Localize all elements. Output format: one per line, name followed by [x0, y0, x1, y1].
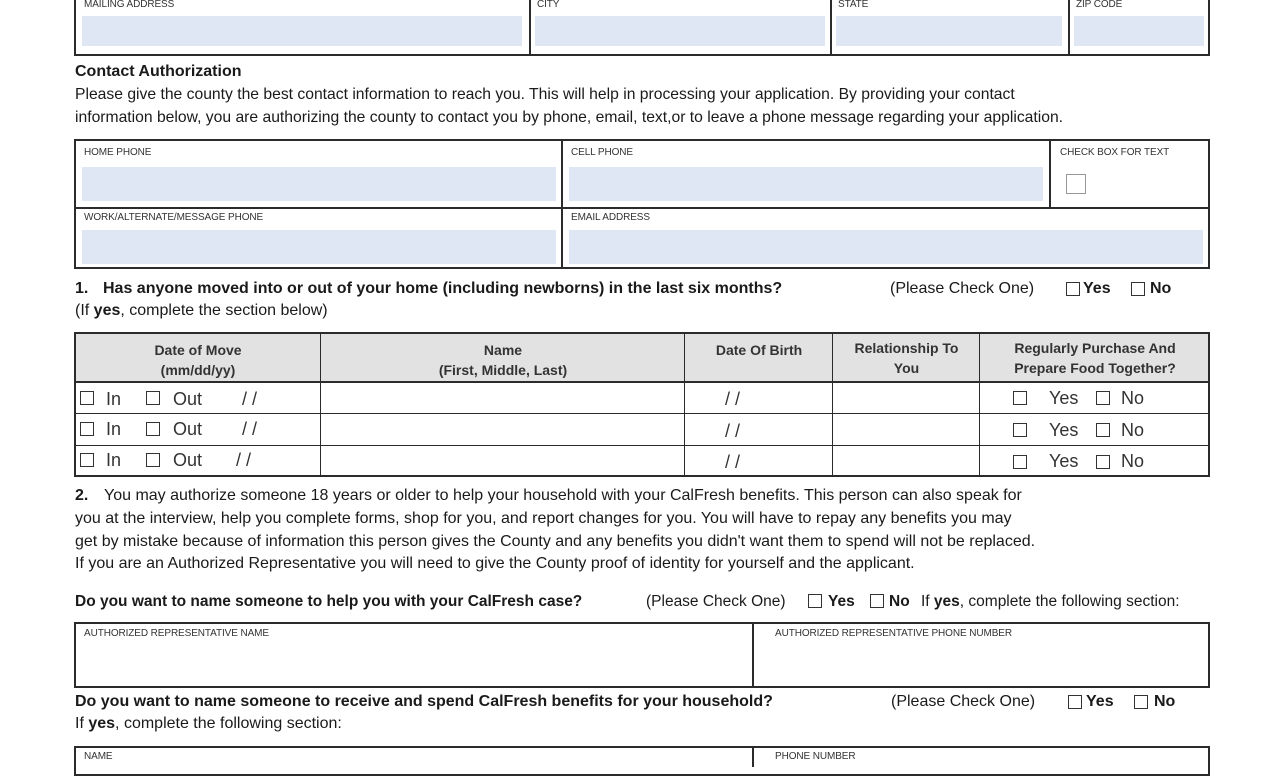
question2-line4: If you are an Authorized Representative you will need to give the County proof of identity for yourself and the applicant.	[75, 555, 915, 572]
header-name: Name (First, Middle, Last)	[438, 342, 568, 378]
help-question: Do you want to name someone to help you with your CalFresh case?	[75, 593, 583, 610]
row1-in-checkbox[interactable]	[80, 391, 94, 405]
zip-field[interactable]	[1074, 16, 1204, 46]
email-label: EMAIL ADDRESS	[571, 212, 650, 223]
table-col-divider	[320, 333, 321, 476]
help-no-checkbox[interactable]	[870, 594, 884, 608]
divider	[752, 623, 754, 687]
ar-phone-label: AUTHORIZED REPRESENTATIVE PHONE NUMBER	[775, 628, 1012, 639]
state-label: STATE	[838, 0, 869, 10]
contact-authorization-line2: information below, you are authorizing the county to contact you by phone, email, text,or to leave a phone message regarding your application.	[75, 109, 1064, 126]
table-row-divider	[75, 413, 1209, 414]
spend-box	[74, 746, 1210, 776]
question1-yes-label: Yes	[1083, 280, 1111, 297]
contact-authorization-line1: Please give the county the best contact information to reach you. This will help in processing your application. By providing your contact	[75, 86, 1015, 103]
row3-dob-slashes: / /	[725, 452, 741, 472]
zip-label: ZIP CODE	[1076, 0, 1123, 10]
spend-name-label: NAME	[84, 751, 113, 762]
question2-number: 2.	[75, 487, 89, 504]
row3-out-label: Out	[173, 450, 203, 470]
email-field[interactable]	[569, 230, 1203, 264]
question1-number: 1.	[75, 280, 89, 297]
header-dob: Date Of Birth	[715, 342, 803, 358]
city-label: CITY	[537, 0, 560, 10]
question1-no-checkbox[interactable]	[1131, 282, 1145, 296]
help-check-one: (Please Check One)	[646, 593, 786, 610]
row2-yes-checkbox[interactable]	[1013, 423, 1027, 437]
spend-yes-label: Yes	[1086, 693, 1114, 710]
row1-yes-checkbox[interactable]	[1013, 391, 1027, 405]
spend-no-checkbox[interactable]	[1134, 695, 1148, 709]
question1-no-label: No	[1150, 280, 1172, 297]
work-phone-field[interactable]	[82, 230, 556, 264]
spend-no-label: No	[1154, 693, 1176, 710]
row3-date-slashes: / /	[236, 450, 252, 470]
row3-in-label: In	[106, 450, 122, 470]
row2-dob-slashes: / /	[725, 421, 741, 441]
mailing-address-field[interactable]	[82, 16, 522, 46]
cell-phone-field[interactable]	[569, 167, 1043, 201]
header-purchase: Regularly Purchase And Prepare Food Together?	[1014, 340, 1176, 376]
home-phone-field[interactable]	[82, 167, 556, 201]
work-phone-label: WORK/ALTERNATE/MESSAGE PHONE	[84, 212, 264, 223]
row2-no-checkbox[interactable]	[1096, 423, 1110, 437]
row1-dob-slashes: / /	[725, 389, 741, 409]
spend-if-yes: If yes, complete the following section:	[75, 715, 342, 732]
header-relationship: Relationship To You	[854, 340, 959, 376]
ar-name-field[interactable]	[82, 646, 746, 682]
table-col-divider	[684, 333, 685, 476]
row2-in-checkbox[interactable]	[80, 422, 94, 436]
question1-yes-checkbox[interactable]	[1066, 282, 1080, 296]
question2-line2: you at the interview, help you complete forms, shop for you, and report changes for you. You will have to repay any benefits you may	[75, 510, 1012, 527]
row2-no-label: No	[1121, 420, 1145, 440]
table-col-divider	[832, 333, 833, 476]
question2-line3: get by mistake because of information this person gives the County and any benefits you didn't want them to spend will not be replaced.	[75, 533, 1036, 550]
row1-yes-label: Yes	[1049, 388, 1079, 408]
ar-phone-field[interactable]	[760, 646, 1204, 682]
table-col-divider	[979, 333, 980, 476]
check-text-label: CHECK BOX FOR TEXT	[1060, 147, 1170, 158]
cell-phone-label: CELL PHONE	[571, 147, 633, 158]
ar-name-label: AUTHORIZED REPRESENTATIVE NAME	[84, 628, 269, 639]
divider	[561, 140, 563, 268]
spend-yes-checkbox[interactable]	[1068, 695, 1082, 709]
row2-in-label: In	[106, 419, 122, 439]
question2-line1: You may authorize someone 18 years or older to help your household with your CalFresh benefits. This person can also speak for	[104, 487, 1022, 504]
table-header-divider	[75, 381, 1209, 383]
row3-yes-checkbox[interactable]	[1013, 455, 1027, 469]
question1-text: Has anyone moved into or out of your home (including newborns) in the last six months?	[103, 280, 783, 297]
divider	[529, 0, 531, 54]
table-row-divider	[75, 445, 1209, 446]
help-no-label: No	[889, 593, 910, 610]
spend-check-one: (Please Check One)	[891, 693, 1036, 710]
row2-out-checkbox[interactable]	[146, 422, 160, 436]
divider	[752, 747, 754, 767]
row3-in-checkbox[interactable]	[80, 453, 94, 467]
row1-date-slashes: / /	[242, 389, 258, 409]
contact-authorization-heading: Contact Authorization	[75, 63, 242, 80]
row3-yes-label: Yes	[1049, 451, 1079, 471]
mailing-address-label: MAILING ADDRESS	[84, 0, 175, 10]
row2-out-label: Out	[173, 419, 203, 439]
row2-date-slashes: / /	[242, 419, 258, 439]
row1-out-checkbox[interactable]	[146, 391, 160, 405]
divider	[1049, 140, 1051, 208]
spend-question: Do you want to name someone to receive and spend CalFresh benefits for your household?	[75, 693, 773, 710]
question1-if-yes: (If yes, complete the section below)	[75, 302, 328, 319]
home-phone-label: HOME PHONE	[84, 147, 152, 158]
help-yes-checkbox[interactable]	[808, 594, 822, 608]
row1-out-label: Out	[173, 389, 203, 409]
header-date-of-move: Date of Move (mm/dd/yy)	[154, 342, 242, 378]
row2-yes-label: Yes	[1049, 420, 1079, 440]
city-field[interactable]	[535, 16, 825, 46]
divider	[75, 207, 1209, 209]
row3-out-checkbox[interactable]	[146, 453, 160, 467]
question1-check-one: (Please Check One)	[890, 280, 1035, 297]
spend-phone-label: PHONE NUMBER	[775, 751, 856, 762]
help-yes-label: Yes	[828, 593, 855, 610]
row3-no-label: No	[1121, 451, 1145, 471]
help-if-yes: If yes, complete the following section:	[921, 593, 1180, 610]
row1-no-label: No	[1121, 388, 1145, 408]
row1-no-checkbox[interactable]	[1096, 391, 1110, 405]
divider	[830, 0, 832, 54]
text-checkbox[interactable]	[1066, 174, 1086, 194]
row3-no-checkbox[interactable]	[1096, 455, 1110, 469]
row1-in-label: In	[106, 389, 122, 409]
divider	[1068, 0, 1070, 54]
state-field[interactable]	[836, 16, 1062, 46]
